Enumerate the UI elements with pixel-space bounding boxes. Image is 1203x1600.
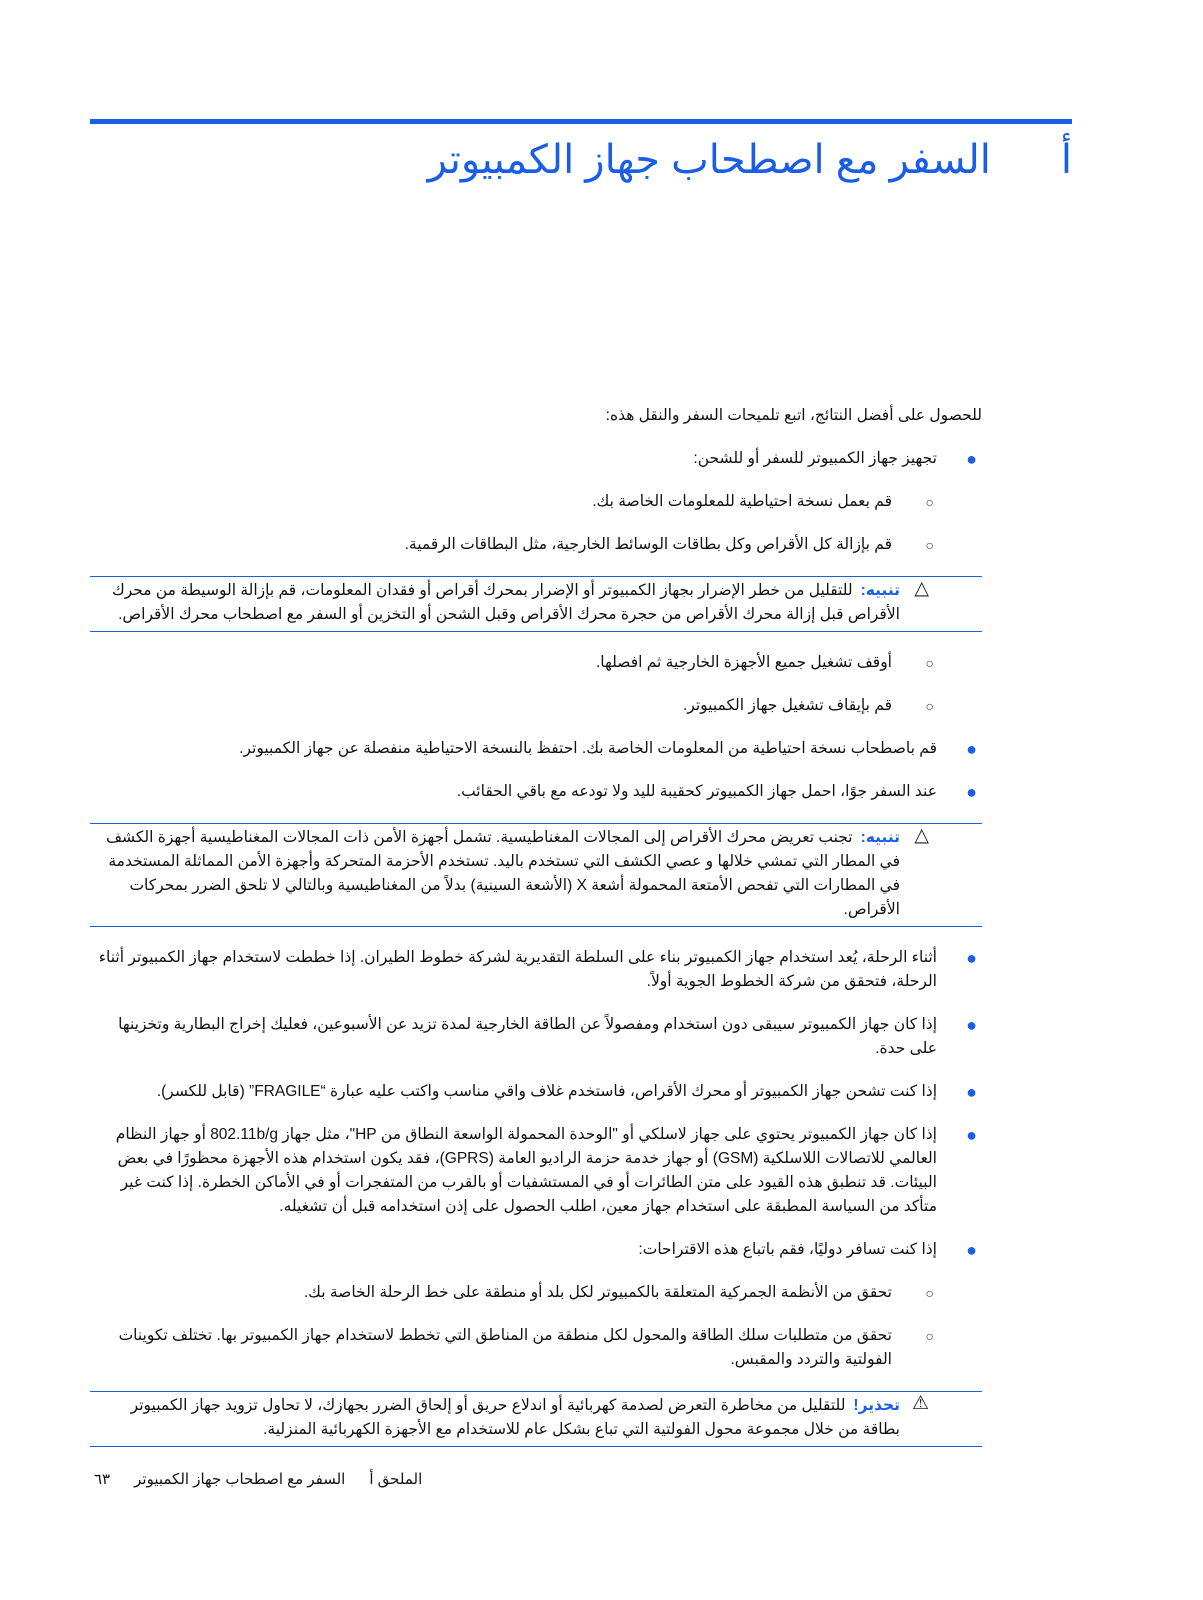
chapter-title-text: السفر مع اصطحاب جهاز الكمبيوتر [427, 138, 991, 182]
bullet-icon: ● [966, 948, 977, 968]
list-item [90, 737, 982, 761]
list-item [90, 780, 982, 804]
caution-text: تجنب تعريض محرك الأقراص إلى المجالات المغناطيسية. تشمل أجهزة الأمن ذات المجالات المغناطيسية أجهزة الكشف في المطار التي تمشي خلالها و عصي الكشف التي تستخدم باليد. تستخدم الأحزمة المتحركة وأجهزة الأمن المماثلة المستخدمة في المطارات التي تفحص الأمتعة المحمولة أشعة X (الأشعة السينية) بدلاً من المغناطيسية وبالتالي لا تلحق الضرر بمحركات الأقراص. [105, 829, 900, 918]
tips-list-bottom [90, 946, 982, 1372]
bullet-icon: ● [966, 1125, 977, 1145]
footer-chapter-ref: الملحق أ [369, 1471, 423, 1488]
bullet-icon: ● [966, 449, 977, 469]
circle-bullet-icon: ○ [925, 698, 934, 714]
sub-list-item [90, 1324, 982, 1372]
caution-triangle-icon: △ [914, 825, 929, 846]
bullet-icon: ● [966, 1015, 977, 1035]
tips-list-continued [90, 651, 982, 804]
caution-label: تنبيه: [860, 829, 900, 846]
list-item [90, 1013, 982, 1061]
bullet-icon: ● [966, 1240, 977, 1260]
intro-paragraph: للحصول على أفضل النتائج، اتبع تلميحات السفر والنقل هذه: [605, 407, 982, 424]
sub-list-item-text: تحقق من متطلبات سلك الطاقة والمحول لكل منطقة من المناطق التي تخطط لاستخدام جهاز الكمبيوتر بها. تختلف تكوينات الفولتية والتردد والمقبس. [118, 1327, 892, 1368]
list-item [90, 1080, 982, 1104]
page-footer [70, 1470, 422, 1488]
circle-bullet-icon: ○ [925, 1285, 934, 1301]
caution-triangle-icon: △ [914, 578, 929, 599]
warning-label: تحذير! [853, 1397, 900, 1414]
sub-list-item [90, 651, 982, 675]
header-rule [90, 119, 1072, 124]
list-item [90, 946, 982, 994]
list-item-text: إذا كنت تشحن جهاز الكمبيوتر أو محرك الأقراص، فاستخدم غلاف واقي مناسب واكتب عليه عبارة “FRAGILE” (قابل للكسر). [156, 1083, 937, 1100]
list-item [90, 447, 982, 471]
list-item-text: أثناء الرحلة، يُعد استخدام جهاز الكمبيوتر بناء على السلطة التقديرية لشركة خطوط الطيران. إذا خططت لاستخدام جهاز الكمبيوتر أثناء الرحلة، فتحقق من شركة الخطوط الجوية أولاً. [98, 949, 937, 990]
sub-list-item-text: قم بإيقاف تشغيل جهاز الكمبيوتر. [683, 697, 892, 714]
list-item-text: إذا كان جهاز الكمبيوتر سيبقى دون استخدام ومفصولاً عن الطاقة الخارجية لمدة تزيد عن الأسبوعين، فعليك إخراج البطارية وتخزينها على حدة. [118, 1016, 937, 1057]
sub-list-item [90, 694, 982, 718]
circle-bullet-icon: ○ [925, 537, 934, 553]
warning-triangle-icon: ⚠ [911, 1393, 929, 1414]
list-item-text: إذا كان جهاز الكمبيوتر يحتوي على جهاز لاسلكي أو "الوحدة المحمولة الواسعة النطاق من HP"، مثل جهاز 802.11b/g أو جهاز النظام العالمي للاتصالات اللاسلكية (GSM) أو جهاز خدمة حزمة الراديو العامة (GPRS)، فقد يكون استخدام هذه الأجهزة محظورًا في بعض البيئات. قد تنطبق هذه القيود على متن الطائرات أو في المستشفيات أو بالقرب من المتفجرات أو في الأماكن الخطرة. إذا كنت غير متأكد من السياسة المطبقة على استخدام جهاز معين، اطلب الحصول على إذن استخدامه قبل أن تشغيله. [115, 1126, 937, 1215]
sub-list-item [90, 1281, 982, 1305]
list-item-text: قم باصطحاب نسخة احتياطية من المعلومات الخاصة بك. احتفظ بالنسخة الاحتياطية منفصلة عن جهاز الكمبيوتر. [239, 740, 937, 757]
chapter-title [90, 132, 1072, 192]
page-number: ٦٣ [94, 1471, 111, 1488]
sub-list-item [90, 533, 982, 557]
circle-bullet-icon: ○ [925, 1328, 934, 1344]
chapter-letter: أ [1060, 138, 1072, 182]
bullet-icon: ● [966, 1082, 977, 1102]
footer-chapter-title: السفر مع اصطحاب جهاز الكمبيوتر [134, 1471, 346, 1488]
caution-note [90, 576, 982, 632]
list-item [90, 1123, 982, 1219]
sub-list-item-text: قم بإزالة كل الأقراص وكل بطاقات الوسائط الخارجية، مثل البطاقات الرقمية. [404, 536, 892, 553]
sub-list-item-text: قم بعمل نسخة احتياطية للمعلومات الخاصة بك. [592, 493, 892, 510]
circle-bullet-icon: ○ [925, 655, 934, 671]
page-body [90, 404, 982, 1466]
bullet-icon: ● [966, 739, 977, 759]
caution-text: للتقليل من خطر الإضرار بجهاز الكمبيوتر أو الإضرار بمحرك أقراص أو فقدان المعلومات، قم بإزالة الوسيطة من محرك الأقراص قبل إزالة محرك الأقراص من حجرة محرك الأقراص وقبل الشحن أو التخزين أو السفر مع اصطحاب محرك الأقراص. [111, 582, 900, 623]
caution-label: تنبيه: [860, 582, 900, 599]
list-item-text: تجهيز جهاز الكمبيوتر للسفر أو للشحن: [693, 450, 937, 467]
tips-list [90, 447, 982, 557]
list-item-text: عند السفر جوًا، احمل جهاز الكمبيوتر كحقيبة لليد ولا تودعه مع باقي الحقائب. [456, 783, 937, 800]
sub-list-item [90, 490, 982, 514]
warning-note [90, 1391, 982, 1447]
circle-bullet-icon: ○ [925, 494, 934, 510]
caution-note [90, 823, 982, 927]
sub-list-item-text: أوقف تشغيل جميع الأجهزة الخارجية ثم افصلها. [595, 654, 892, 671]
warning-text: للتقليل من مخاطرة التعرض لصدمة كهربائية أو اندلاع حريق أو إلحاق الضرر بجهازك، لا تحاول تزويد جهاز الكمبيوتر بطاقة من خلال مجموعة محول الفولتية التي تباع بشكل عام للاستخدام مع الأجهزة الكهربائية المنزلية. [130, 1397, 900, 1438]
sub-list-item-text: تحقق من الأنظمة الجمركية المتعلقة بالكمبيوتر لكل بلد أو منطقة على خط الرحلة الخاصة بك. [303, 1284, 892, 1301]
bullet-icon: ● [966, 782, 977, 802]
list-item-text: إذا كنت تسافر دوليًا، فقم باتباع هذه الاقتراحات: [638, 1241, 937, 1258]
list-item [90, 1238, 982, 1262]
